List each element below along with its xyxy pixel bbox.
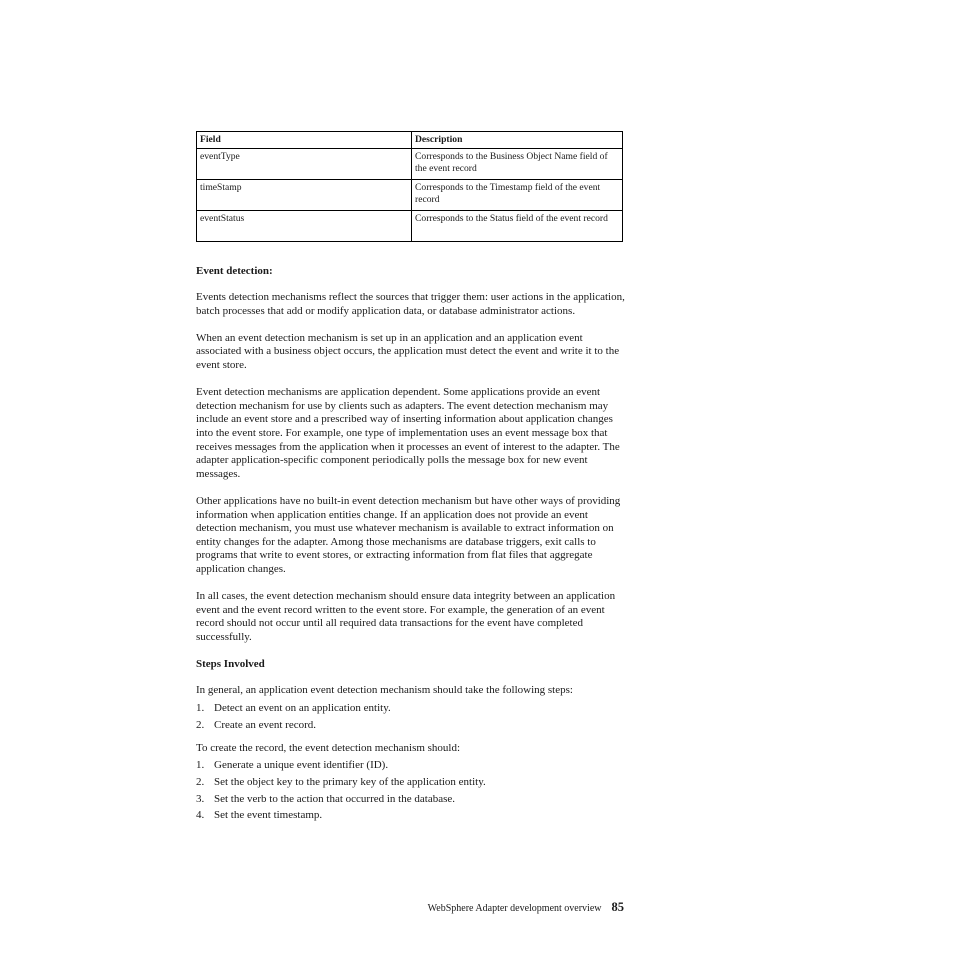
- body-paragraph: Event detection mechanisms are application dependent. Some applications provide an event detection mechanism for use by clients such as adapters. The event detection mechanism may include an event store and a prescribed way of inserting information about application changes into the event store. For example, one type of implementation uses an event message box that receives messages from the application when it processes an event of interest to the adapter. The adapter application-specific component periodically polls the message box for new event messages.: [196, 386, 620, 480]
- page-footer: [420, 901, 624, 915]
- list-item: [196, 702, 626, 716]
- list-number: 2.: [196, 718, 205, 731]
- table-cell-field: eventType: [197, 149, 412, 180]
- table-row: [197, 149, 623, 180]
- body-paragraph: When an event detection mechanism is set up in an application and an application event associated with a business object occurs, the application must detect the event and write it to the event store.: [196, 331, 620, 371]
- body-paragraph: Other applications have no built-in event detection mechanism but have other ways of providing information when application entities change. If an application does not provide an event detection mechanism, you must use whatever mechanism is available to extract information on entity changes for the adapter. Among those mechanisms are database triggers, exit calls to programs that write to event stores, or extracting information from flat files that aggregate application changes.: [196, 494, 621, 575]
- table-header-description: Description: [412, 132, 623, 149]
- record-steps-list: [196, 759, 626, 823]
- list-text: Set the event timestamp.: [214, 809, 323, 822]
- body-paragraph: In all cases, the event detection mechanism should ensure data integrity between an application event and the event record written to the event store. For example, the generation of an event record should not occur until all required data transactions for the event have completed successfully.: [196, 590, 616, 643]
- list-item: [196, 776, 626, 790]
- list-number: 1.: [196, 702, 205, 715]
- record-intro: To create the record, the event detection mechanism should:: [196, 742, 461, 755]
- table-header-field: Field: [197, 132, 412, 149]
- list-text: Create an event record.: [214, 718, 316, 731]
- list-text: Generate a unique event identifier (ID).: [214, 759, 389, 771]
- table-row: [197, 180, 623, 211]
- table-cell-description: Corresponds to the Business Object Name field of the event record: [412, 149, 623, 180]
- table-cell-field: timeStamp: [197, 180, 412, 211]
- steps-involved-heading: Steps Involved: [196, 658, 265, 671]
- list-item: [196, 719, 626, 733]
- list-item: [196, 759, 626, 773]
- list-text: Set the object key to the primary key of the application entity.: [214, 775, 486, 788]
- steps-list: [196, 702, 626, 732]
- list-item: [196, 809, 626, 823]
- table-cell-description: Corresponds to the Timestamp field of the event record: [412, 180, 623, 211]
- table-cell-description: Corresponds to the Status field of the event record: [412, 211, 623, 242]
- list-number: 4.: [196, 809, 205, 822]
- table-header-row: [197, 132, 623, 149]
- list-item: [196, 793, 626, 807]
- footer-title: WebSphere Adapter development overview: [427, 903, 602, 914]
- list-number: 2.: [196, 775, 205, 788]
- list-text: Set the verb to the action that occurred in the database.: [214, 792, 455, 805]
- document-page: [196, 131, 626, 826]
- table-cell-field: eventStatus: [197, 211, 412, 242]
- list-text: Detect an event on an application entity.: [214, 702, 391, 715]
- list-number: 1.: [196, 759, 205, 771]
- table-row: [197, 211, 623, 242]
- steps-intro: In general, an application event detection mechanism should take the following steps:: [196, 684, 573, 697]
- page-number: 85: [611, 900, 624, 914]
- body-paragraph: Events detection mechanisms reflect the sources that trigger them: user actions in the application, batch processes that add or modify application data, or database administrator actions.: [196, 291, 625, 317]
- field-description-table: [196, 131, 623, 242]
- list-number: 3.: [196, 792, 205, 805]
- event-detection-heading: Event detection:: [196, 265, 273, 277]
